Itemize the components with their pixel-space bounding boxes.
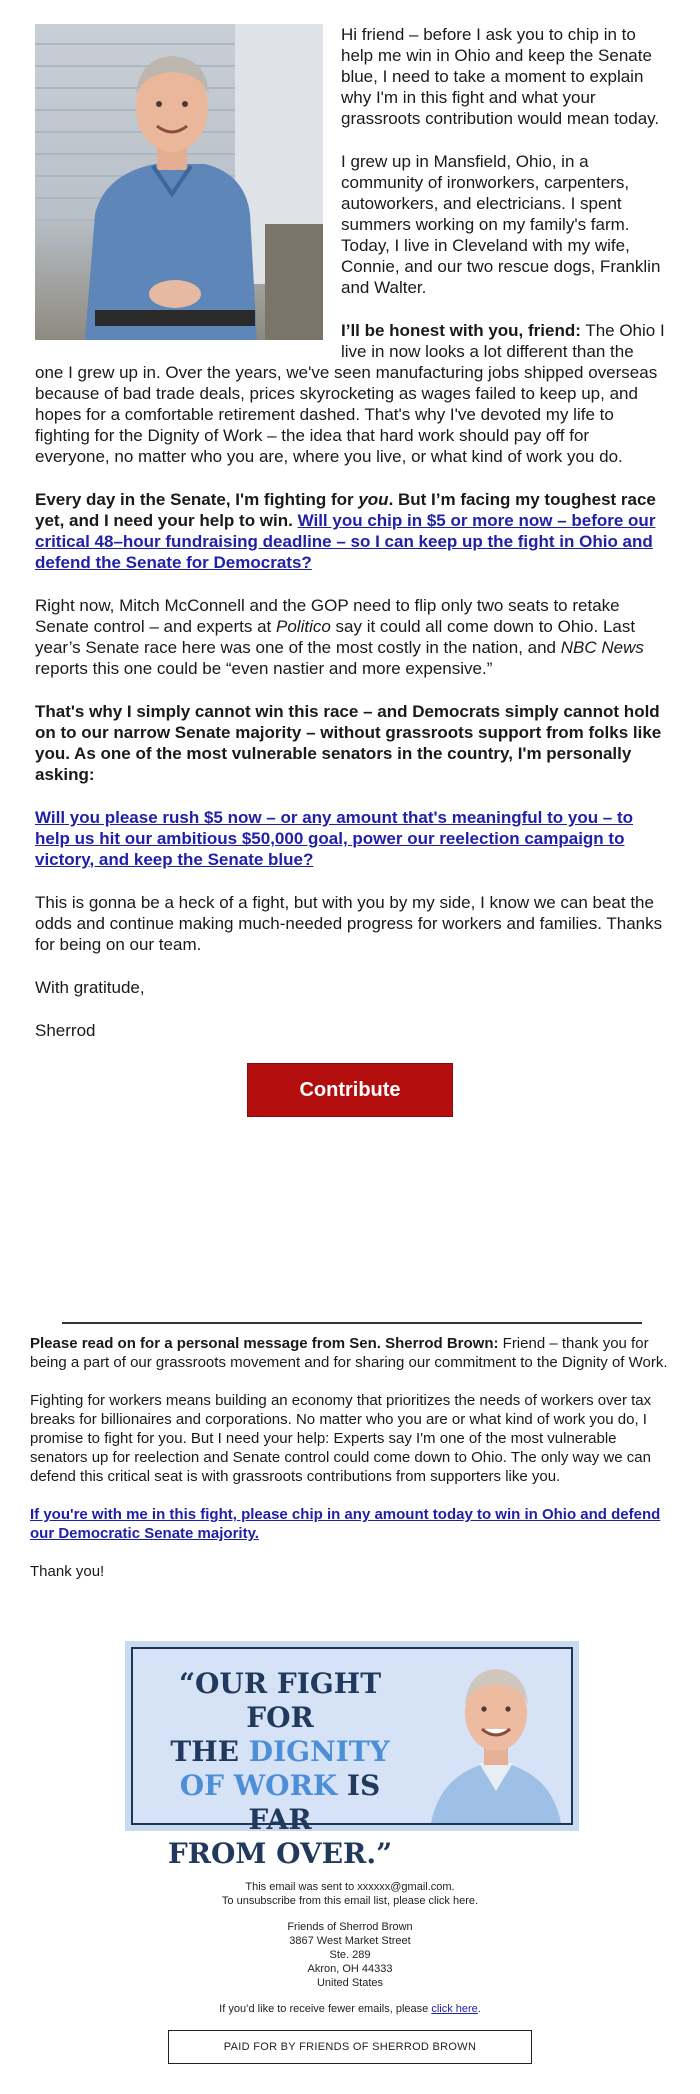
signature: Sherrod xyxy=(35,1021,96,1040)
dignity-of-work-banner[interactable] xyxy=(125,1641,579,1870)
ask-emphasis: you xyxy=(358,490,389,509)
ps-workers-paragraph: Fighting for workers means building an economy that prioritizes the needs of workers over tax breaks for billionaires and corporations. No matter who you are or what kind of work you do, I promise to fight for you. But I need your help: Experts say I'm one of the most vulnerable senators up for reelection and Senate control could come down to Ohio. The only way we can defend this critical seat is with grassroots contributions from supporters like you. xyxy=(30,1392,652,1485)
personal-ask-paragraph: That's why I simply cannot win this race – and Democrats simply cannot hold on to our narrow Senate majority – without grassroots support from folks like you. As one of the most vulnerable senators in the country, I'm personally asking: xyxy=(35,702,662,784)
context-paragraph xyxy=(35,595,665,679)
rush-donate-link[interactable]: Will you please rush $5 now – or any amount that's meaningful to you – to help us hit our ambitious $50,000 goal, power our reelection campaign to victory, and keep the Senate blue? xyxy=(35,808,634,869)
honest-lead: I’ll be honest with you, friend: xyxy=(341,321,581,340)
ps-intro-text: Friend – thank you for being a part of our grassroots movement and for sharing our commitment to the Dignity of Work. xyxy=(30,1335,668,1371)
banner-portrait xyxy=(421,1649,571,1823)
fewer-emails-period: . xyxy=(477,2003,481,2015)
ps-section xyxy=(30,1334,670,1600)
cta-wrap xyxy=(35,1063,665,1117)
ps-thanks: Thank you! xyxy=(30,1563,105,1580)
footer-address xyxy=(0,1920,700,1990)
ps-chip-in-link[interactable]: If you're with me in this fight, please chip in any amount today to win in Ohio and defend our Democratic Senate majority. xyxy=(30,1506,661,1542)
ask-text-a: Every day in the Senate, I'm fighting for xyxy=(35,490,359,509)
intro-paragraph: Hi friend – before I ask you to chip in to help me win in Ohio and keep the Senate blue, I need to take a moment to explain why I'm in this fight and what your grassroots contribution would mean today. xyxy=(341,25,660,128)
unsubscribe-text[interactable]: To unsubscribe from this email list, please click here. xyxy=(221,1895,479,1907)
background-paragraph: I grew up in Mansfield, Ohio, in a community of ironworkers, carpenters, autoworkers, and electricians. I spent summers working on my family's farm. Today, I live in Cleveland with my wife, Connie, and our two rescue dogs, Franklin and Walter. xyxy=(341,152,661,297)
senator-photo-illustration xyxy=(35,24,323,340)
closing-line: With gratitude, xyxy=(35,978,145,997)
quote-line-2a: THE xyxy=(170,1735,249,1768)
ps-lead: Please read on for a personal message from Sen. Sherrod Brown: xyxy=(30,1335,499,1352)
politico-emphasis: Politico xyxy=(276,617,331,636)
banner-frame xyxy=(131,1647,573,1870)
closing-paragraph: This is gonna be a heck of a fight, but with you by my side, I know we can beat the odds and continue making much-needed progress for workers and families. Thanks for being on our team. xyxy=(35,893,663,954)
hero-photo xyxy=(35,24,323,340)
section-divider xyxy=(62,1322,642,1324)
quote-highlight-of-work: OF WORK xyxy=(179,1769,338,1802)
city-state-zip: Akron, OH 44333 xyxy=(307,1963,393,1975)
quote-line-3 xyxy=(145,1769,415,1837)
honest-paragraph xyxy=(35,320,665,467)
ps-link-paragraph xyxy=(30,1505,670,1543)
contribute-button[interactable]: Contribute xyxy=(247,1063,453,1117)
fewer-emails-line xyxy=(0,2002,700,2016)
email-body xyxy=(35,24,665,1117)
fewer-emails-link[interactable]: click here xyxy=(431,2003,478,2015)
context-text-c: reports this one could be “even nastier and more expensive.” xyxy=(35,659,493,678)
quote-line-3b: IS FAR xyxy=(248,1769,381,1836)
banner-quote xyxy=(145,1667,415,1871)
quote-line-4: FROM OVER.” xyxy=(167,1837,393,1870)
sent-to-text: This email was sent to xxxxxx@gmail.com. xyxy=(245,1881,455,1893)
quote-highlight-dignity: DIGNITY xyxy=(248,1735,390,1768)
ps-intro xyxy=(30,1334,670,1372)
rush-link-paragraph xyxy=(35,807,665,870)
chip-in-link[interactable]: Will you chip in $5 or more now – before our critical 48–hour fundraising deadline – so I can keep up the fight in Ohio and defend the Senate for Democrats? xyxy=(35,511,656,572)
suite: Ste. 289 xyxy=(329,1949,371,1961)
honest-text: The Ohio I live in now looks a lot different than the one I grew up in. Over the years, we've seen manufacturing jobs shipped overseas because of bad trade deals, prices skyrocketing as wages failed to keep up, and hopes for a comfortable retirement dashed. That's why I've devoted my life to fighting for the Dignity of Work – the idea that hard work should pay off for everyone, no matter who you are, where you live, or what kind of work you do. xyxy=(35,321,665,466)
footer-notice xyxy=(0,1880,700,1908)
ask-paragraph xyxy=(35,489,665,573)
email-footer xyxy=(0,1880,700,2064)
fewer-emails-text: If you’d like to receive fewer emails, please xyxy=(219,2003,432,2015)
quote-line-2 xyxy=(145,1735,415,1769)
org-name: Friends of Sherrod Brown xyxy=(287,1921,413,1933)
paid-for-disclaimer: PAID FOR BY FRIENDS OF SHERROD BROWN xyxy=(168,2030,532,2064)
quote-line-1: “OUR FIGHT FOR xyxy=(178,1667,382,1734)
ask-text-b: . But I’m facing my toughest race yet, and I need your help to win. xyxy=(35,490,656,530)
country: United States xyxy=(316,1977,384,1989)
context-text-a: Right now, Mitch McConnell and the GOP need to flip only two seats to retake Senate control – and experts at xyxy=(35,596,620,636)
street-address: 3867 West Market Street xyxy=(289,1935,411,1947)
nbc-emphasis: NBC News xyxy=(560,638,644,657)
context-text-b: say it could all come down to Ohio. Last year’s Senate race here was one of the most costly in the nation, and xyxy=(35,617,636,657)
